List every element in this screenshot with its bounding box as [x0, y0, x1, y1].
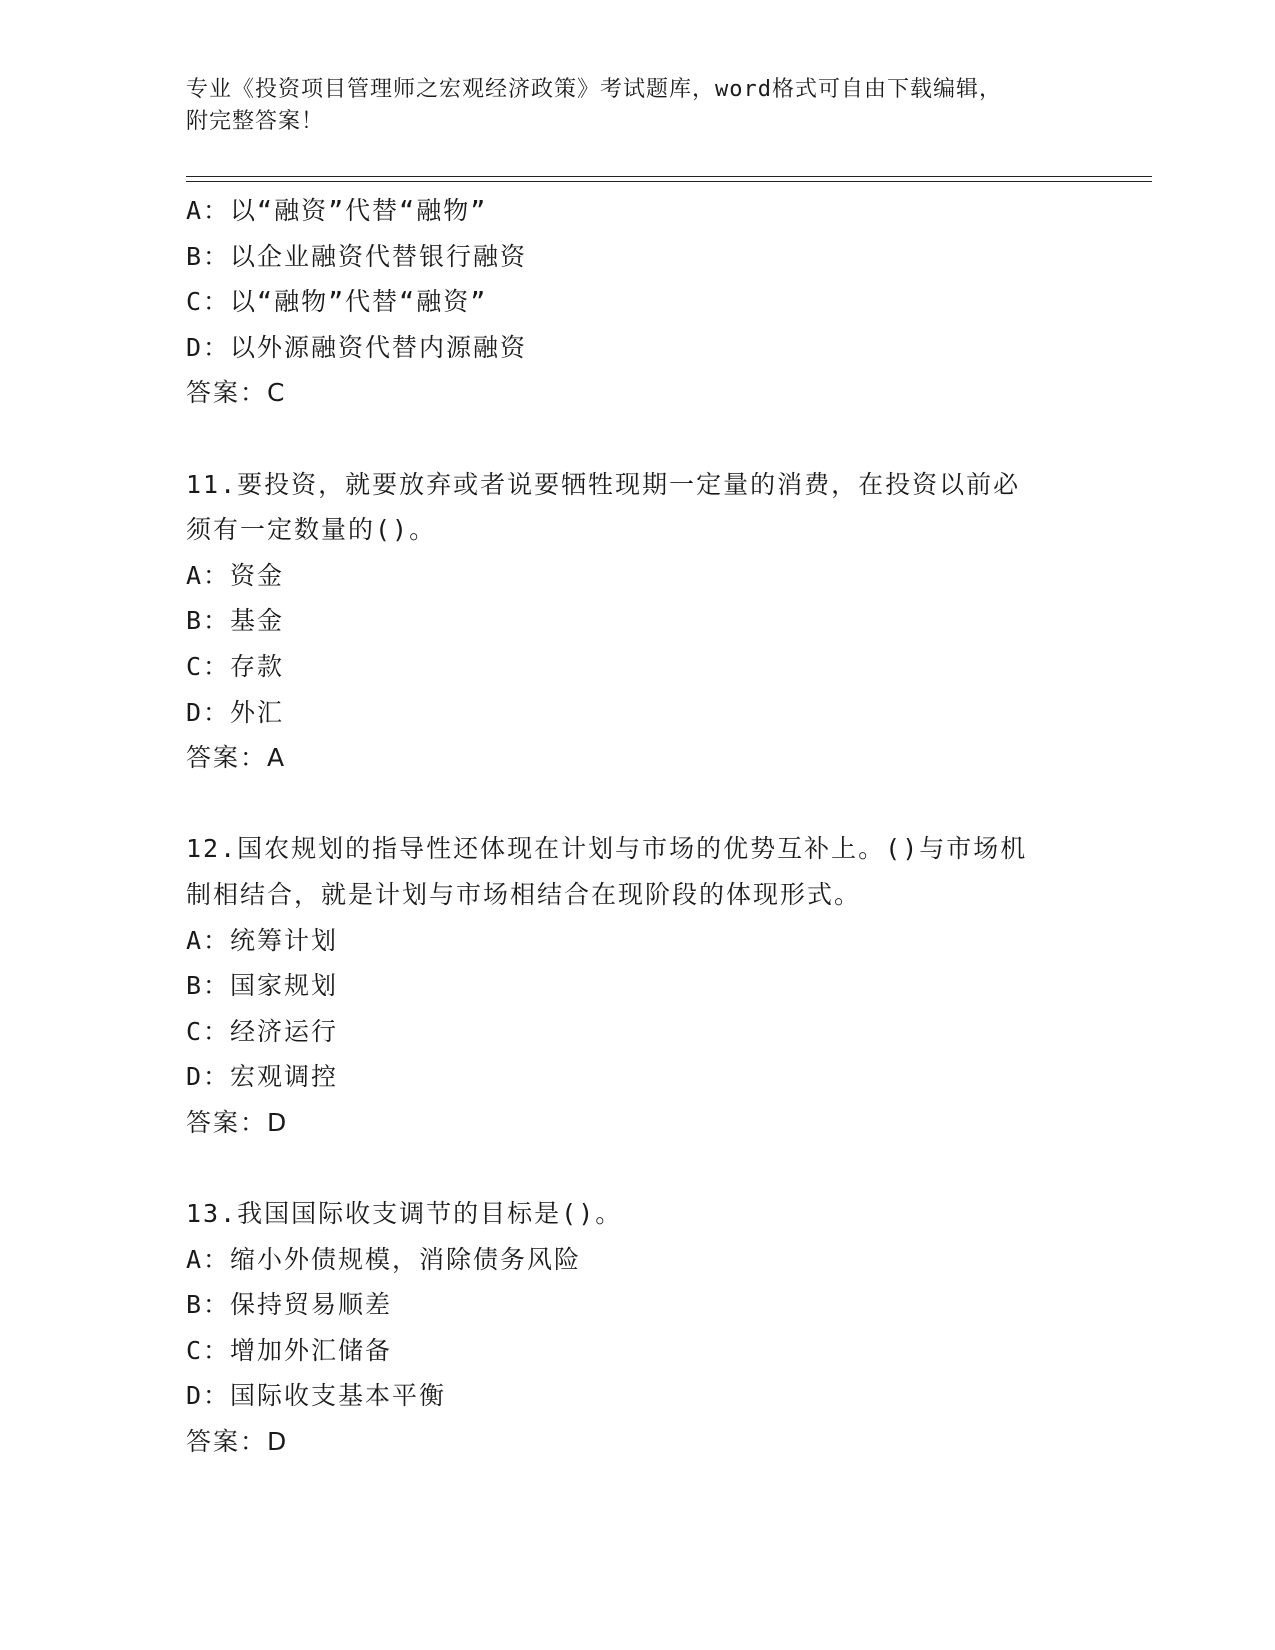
option-d: D：宏观调控 — [186, 1062, 339, 1092]
option-b: B：保持贸易顺差 — [186, 1290, 393, 1320]
option-d: D：国际收支基本平衡 — [186, 1381, 447, 1411]
question-stem-line-1: 13.我国国际收支调节的目标是()。 — [186, 1199, 623, 1229]
option-d: D：以外源融资代替内源融资 — [186, 332, 528, 362]
option-b: B：以企业融资代替银行融资 — [186, 241, 528, 271]
question-stem-line-1: 12.国农规划的指导性还体现在计划与市场的优势互补上。()与市场机 — [186, 834, 1028, 864]
option-a: A：以“融资”代替“融物” — [186, 196, 488, 225]
answer-line: 答案：D — [186, 1107, 289, 1137]
option-c: C：存款 — [186, 651, 285, 681]
question-12 — [186, 826, 1086, 1145]
option-a: A：统筹计划 — [186, 925, 339, 955]
option-a: A：资金 — [186, 560, 285, 590]
option-c: C：以“融物”代替“融资” — [186, 287, 488, 317]
header-line-1: 专业《投资项目管理师之宏观经济政策》考试题库，word格式可自由下载编辑， — [186, 77, 1002, 102]
header-line-2: 附完整答案！ — [186, 109, 325, 134]
question-stem-line-2: 制相结合，就是计划与市场相结合在现阶段的体现形式。 — [186, 879, 862, 909]
answer-line: 答案：C — [186, 378, 287, 408]
option-b: B：基金 — [186, 606, 285, 636]
document-header — [186, 74, 1066, 138]
header-rule-top — [186, 176, 1152, 177]
question-stem-line-2: 须有一定数量的()。 — [186, 515, 437, 545]
question-13 — [186, 1191, 1086, 1465]
question-list — [186, 188, 1086, 1465]
question-stem-line-1: 11.要投资，就要放弃或者说要牺牲现期一定量的消费，在投资以前必 — [186, 469, 1021, 499]
option-a: A：缩小外债规模，消除债务风险 — [186, 1244, 582, 1274]
option-c: C：增加外汇储备 — [186, 1335, 393, 1365]
spacer — [186, 416, 1086, 462]
answer-line: 答案：D — [186, 1427, 289, 1457]
question-block-prev — [186, 188, 1086, 416]
spacer — [186, 781, 1086, 827]
option-c: C：经济运行 — [186, 1016, 339, 1046]
question-11 — [186, 462, 1086, 781]
answer-line: 答案：A — [186, 743, 287, 773]
header-rule-bottom — [186, 181, 1152, 182]
option-d: D：外汇 — [186, 697, 285, 727]
option-b: B：国家规划 — [186, 971, 339, 1001]
spacer — [186, 1145, 1086, 1191]
